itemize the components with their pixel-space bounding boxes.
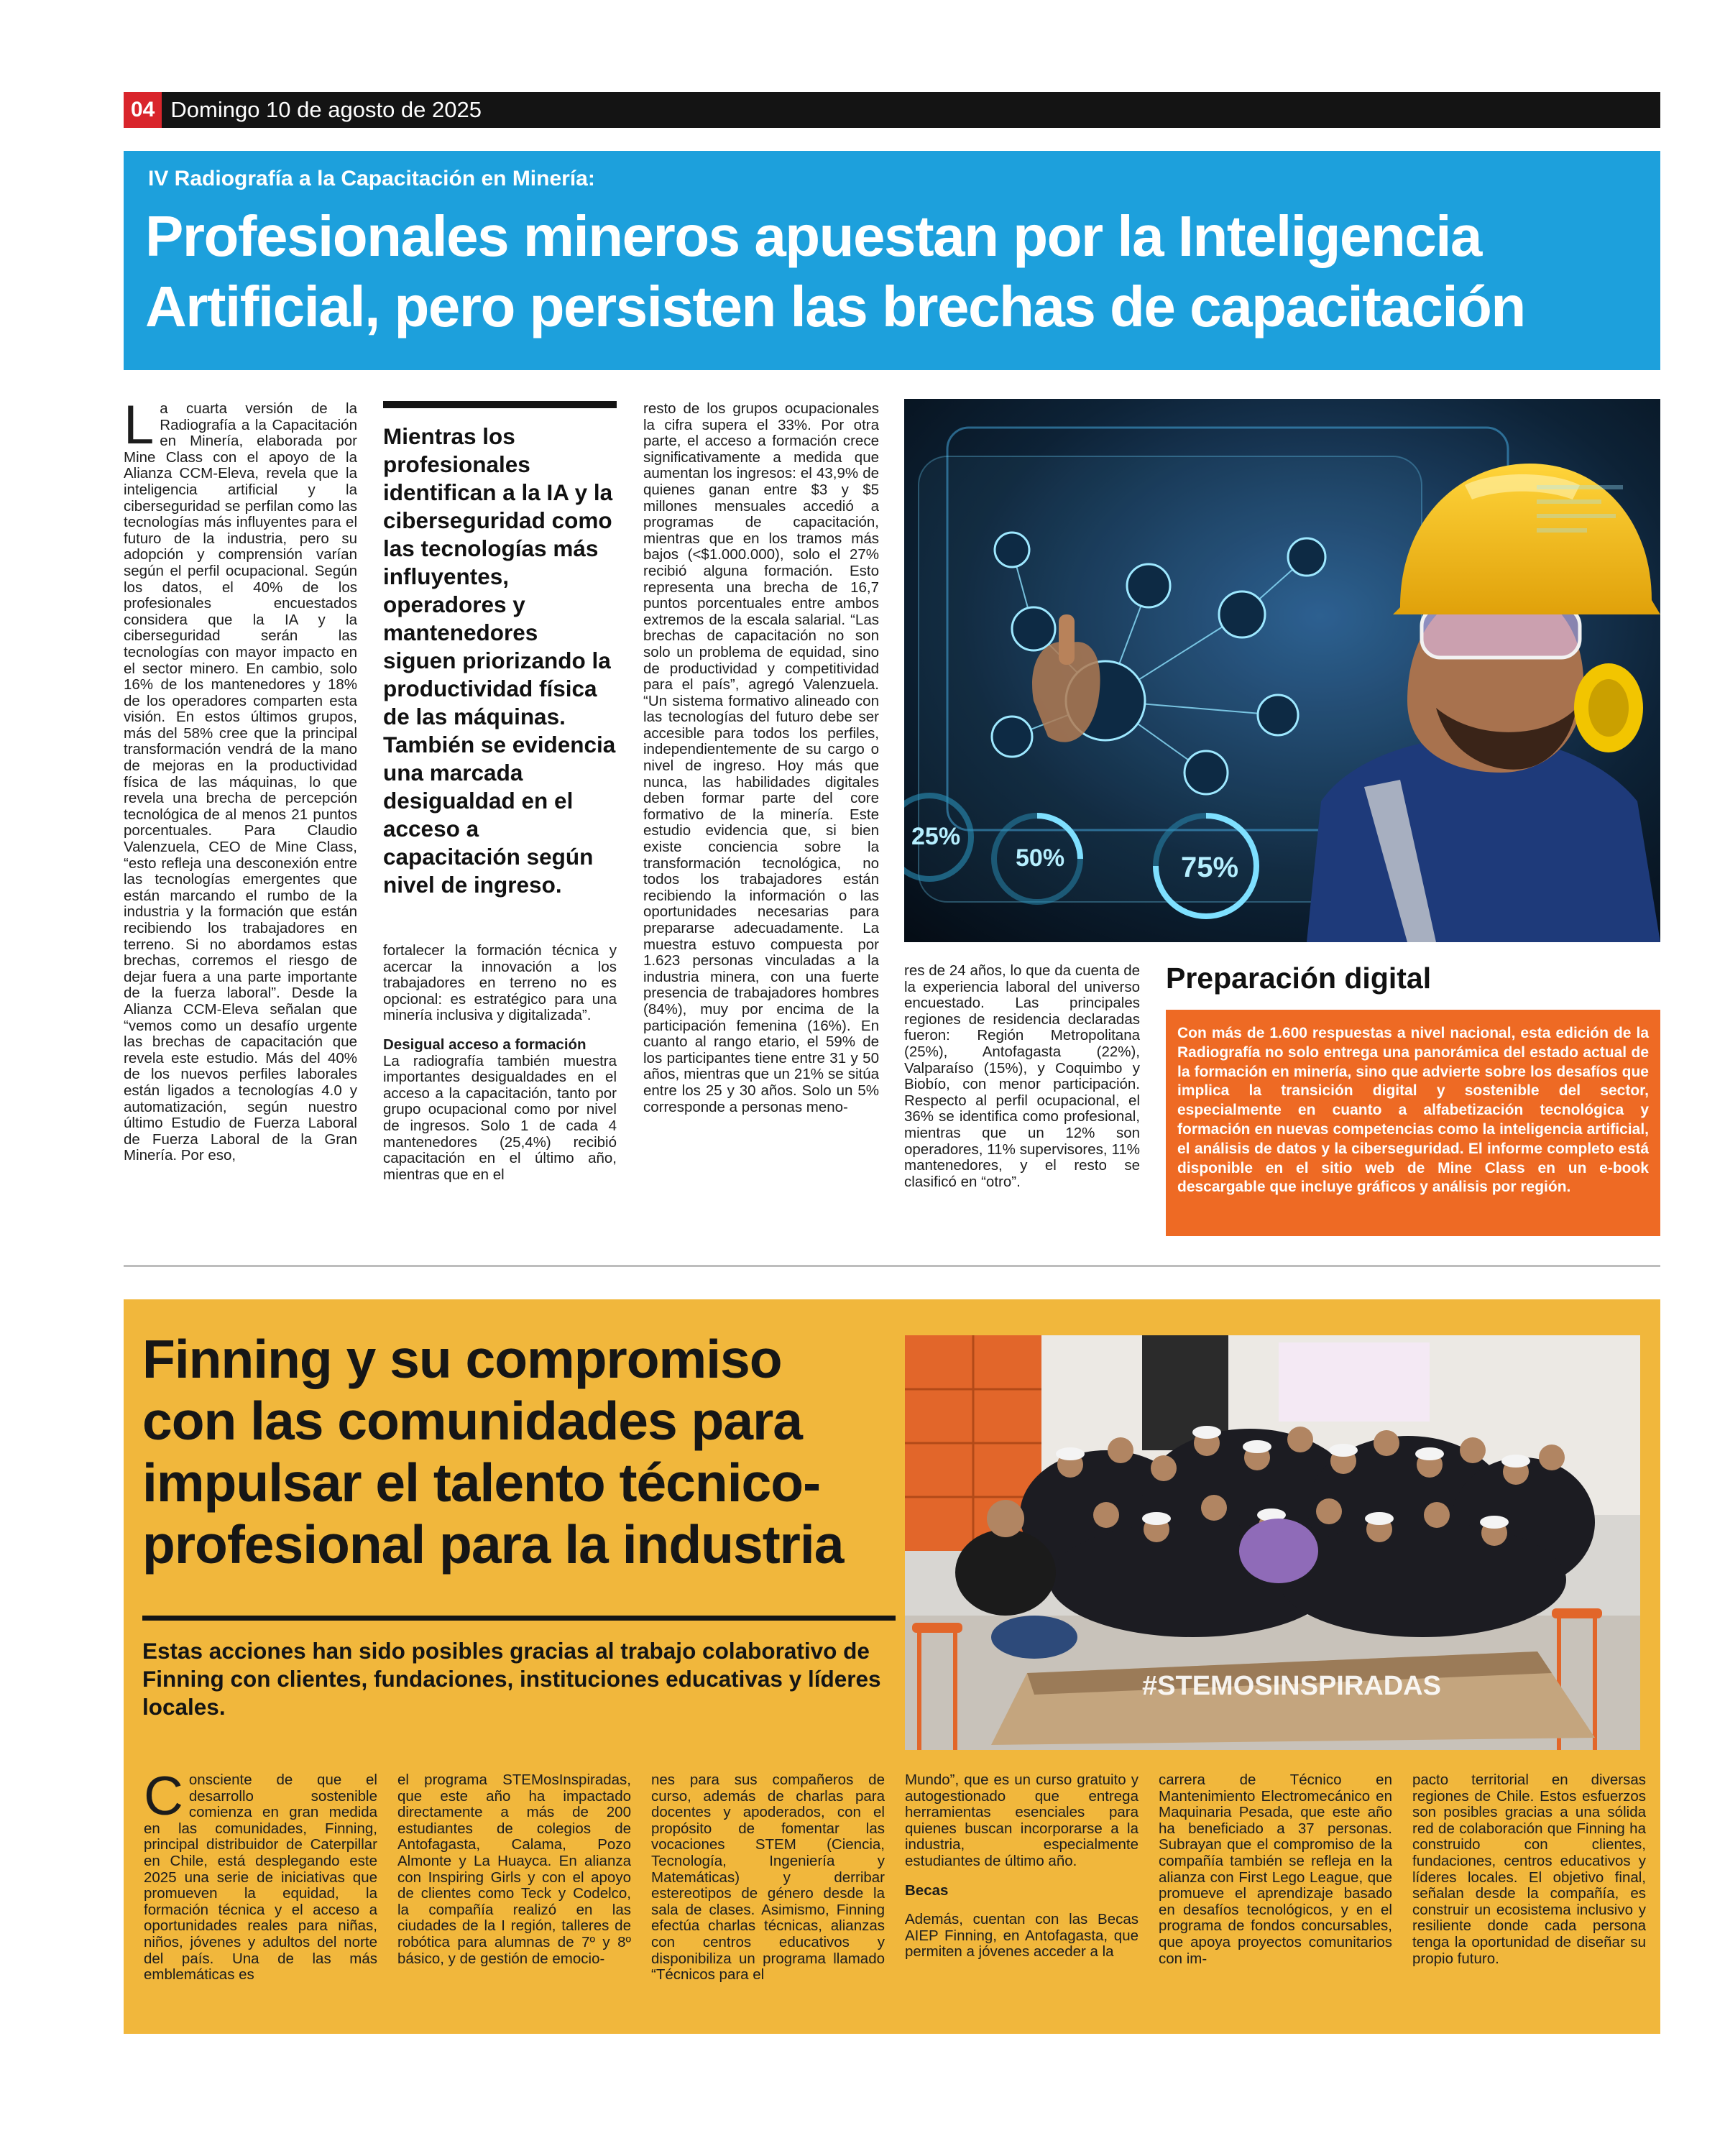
miner-ai-photo [904,399,1660,942]
ring-label: 75% [1181,852,1239,883]
date-bar [124,92,1660,128]
column-text: pacto territorial en diversas regiones de Chile. Estos esfuerzos son posibles gracias a una sólida red de colaboración que Finning ha construido con clientes, fundaciones, centros educativos y líderes locales. El objetivo final, señalan desde la compañía, es construir un ecosistema inclusivo y resiliente donde cada persona tenga la oportunidad de diseñar su propio futuro. [1412,1772,1646,1967]
section-divider [124,1265,1660,1267]
issue-date: Domingo 10 de agosto de 2025 [170,97,482,122]
article-column-4 [905,1772,1138,2024]
article-subtitle: Estas acciones han sido posibles gracias al trabajo colaborativo de Finning con clientes, fundaciones, instituciones educativas y líderes locales. [142,1638,881,1720]
ring-label: 25% [911,823,961,850]
article-column-1 [124,395,357,1238]
column-text: el programa STEMosInspiradas, que este año ha impactado directamente a más de 200 estudiantes de colegios de Antofagasta, Calama, Pozo Almonte y La Huayca. En alianza con Inspiring Girls y con el apoyo de clientes como Teck y Codelco, la compañía realizó en las ciudades de la I región, talleres de robótica para alumnas de 7º y 8º básico, y de gestión de emocio- [397,1772,631,1967]
ring-label: 50% [1016,844,1065,872]
drop-cap: C [144,1766,183,1827]
section-subhead: Desigual acceso a formación [383,1036,586,1053]
section-subhead: Becas [905,1881,949,1899]
article-kicker: IV Radiografía a la Capacitación en Minería: [148,167,595,190]
column-paragraph: fortalecer la formación técnica y acercar la innovación a los trabajadores en terreno no es opcional: es estratégico para una minería inclusiva y digitalizada”. [383,942,617,1024]
sidebar-box [1166,1010,1660,1236]
drop-cap: L [124,395,155,456]
page-number: 04 [124,92,162,128]
sidebar-title: Preparación digital [1166,962,1432,995]
miner-illustration [904,399,1660,942]
article-column-4 [904,963,1140,1240]
students-illustration [905,1335,1640,1750]
photo-banner: #STEMOSINSPIRADAS [1142,1671,1441,1701]
column-text: onsciente de que el desarrollo sostenible comienza en gran medida en las comunidades, Finning, principal distribuidor de Caterpillar en Chile, está desplegando este 2025 una serie de iniciativas que promueven la equidad, la formación técnica y el acceso a oportunidades reales para niñas, niños, jóvenes y adultos del norte del país. Una de las más emblemáticas es [144,1772,377,1984]
article-column-3 [643,401,879,1238]
column-text: resto de los grupos ocupacionales la cifra supera el 33%. Por otra parte, el acceso a formación crece significativamente a medida que aumentan los ingresos: el 43,9% de quienes ganan entre $3 y $5 millones mensuales accedió a programas de capacitación, mientras que en los tramos más bajos (<$1.000.000), solo el 27% recibió alguna formación. Esto representa una brecha de 16,7 puntos porcentuales entre ambos extremos de la escala salarial. “Las brechas de capacitación no son solo un problema de equidad, sino de productividad y competitividad para el país”, agregó Valenzuela. “Un sistema formativo alineado con las tecnologías del futuro debe ser accesible para todos los perfiles, independientemente de su cargo o nivel de ingreso. Hoy más que nunca, las habilidades digitales deben formar parte del core formativo de la minería. Este estudio evidencia que, si bien existe conciencia sobre la transformación tecnológica, no todos los trabajadores están recibiendo la información o las oportunidades necesarias para prepararse adecuadamente. La muestra estuvo compuesta por 1.623 personas vinculadas a la industria minera, con una fuerte presencia de trabajadores hombres (84%), muy por encima de la participación femenina (16%). En cuanto al rango etario, el 59% de los participantes tiene entre 31 y 50 años, mientras que un 21% se sitúa entre los 25 y 30 años. Solo un 5% corresponde a personas meno- [643,400,879,1115]
column-paragraph: Además, cuentan con las Becas AIEP Finning, en Antofagasta, que permiten a jóvenes acceder a la [905,1911,1138,1961]
pull-quote: Mientras los profesionales identifican a la IA y la ciberseguridad como las tecnologías más influyentes, operadores y mantenedores siguen priorizando la productividad física de las máquinas. También se evidencia una marcada desigualdad en el acceso a capacitación según nivel de ingreso. [383,401,617,899]
column-text: nes para sus compañeros de curso, además de charlas para docentes y apoderados, con el propósito de fomentar las vocaciones STEM (Ciencia, Tecnología, Ingeniería y Matemáticas) y derribar estereotipos de género desde la sala de clases. Asimismo, Finning efectúa charlas técnicas, alianzas con centros educativos y disponibiliza un programa llamado “Técnicos para el [651,1772,885,1984]
sidebar-text: Con más de 1.600 respuestas a nivel nacional, esta edición de la Radiografía no solo entrega una panorámica del estado actual de la formación en minería, sino que advierte sobre los desafíos que implica la transición digital y sostenible del sector, especialmente en cuanto a alfabetización tecnológica y formación en nuevas competencias como la inteligencia artificial, el análisis de datos y la ciberseguridad. El informe completo está disponible en el sitio web de Mine Class en un e-book descargable que incluye gráficos y análisis por región. [1177,1025,1649,1196]
article-column-1 [144,1766,377,2024]
column-paragraph: La radiografía también muestra importantes desigualdades en el acceso a la capacitación, tanto por grupo ocupacional como por nivel de ingresos. Solo 1 de cada 4 mantenedores (25,4%) recibió capacitación en el último año, mientras que en el [383,1052,617,1183]
article-column-3 [651,1772,885,2024]
article-column-5 [1159,1772,1392,2024]
article-column-6 [1412,1772,1646,2024]
article-column-2 [383,943,617,1238]
column-text: a cuarta versión de la Radiografía a la Capacitación en Minería, elaborada por Mine Class con el apoyo de la Alianza CCM-Eleva, revela que la inteligencia artificial y la ciberseguridad se perfilan como las tecnologías más influyentes para el futuro de la industria, pero su adopción y comprensión varían según el perfil ocupacional. Según los datos, el 40% de los profesionales encuestados considera que la IA y la ciberseguridad serán las tecnologías con mayor impacto en el sector minero. En cambio, solo 16% de los mantenedores y 18% de los operadores comparten esta visión. En estos últimos grupos, más del 58% cree que la principal transformación vendrá de la mano de mejoras en la productividad física de las máquinas, lo que revela una brecha de percepción tecnológica de al menos 21 puntos porcentuales. Para Claudio Valenzuela, CEO de Mine Class, “esto refleja una desconexión entre las tecnologías emergentes que están marcando el rumbo de la industria y la formación que están recibiendo los trabajadores en terreno. Si no abordamos estas brechas, corremos el riesgo de dejar fuera a una parte importante de la fuerza laboral”. Desde la Alianza CCM-Eleva señalan que “vemos como un desafío urgente las brechas de capacitación que revela este estudio. Más del 40% de los nuevos perfiles laborales están ligados a tecnologías 4.0 y automatización, según nuestro último Estudio de Fuerza Laboral de Fuerza Laboral de la Gran Minería. Por eso, [124,400,357,1164]
article-headline: Profesionales mineros apuestan por la Inteligencia Artificial, pero persisten las brechas de capacitación [145,204,1525,338]
group-photo [905,1335,1640,1750]
headline-rule [142,1616,896,1621]
column-text: res de 24 años, lo que da cuenta de la experiencia laboral del universo encuestado. Las principales regiones de residencia declaradas fueron: Región Metropolitana (25%), Antofagasta (22%), Valparaíso (15%), y Coquimbo y Biobío, con menor participación. Respecto al perfil ocupacional, el 36% se identifica como profesional, mientras que un 12% son operadores, 11% supervisores, 11% mantenedores, y el resto se clasificó en “otro”. [904,962,1140,1190]
finning-article [124,1299,1660,2034]
article-headline: Finning y su compromiso con las comunidades para impulsar el talento técnico-profesional para la industria [142,1329,844,1575]
column-text: carrera de Técnico en Mantenimiento Electromecánico en Maquinaria Pesada, que este año ha beneficiado a 37 personas. Subrayan que el compromiso de la compañía también se refleja en la alianza con First Lego League, que promueve el aprendizaje basado en desafíos tecnológicos, y en el programa de fondos concursables, que apoya proyectos comunitarios con im- [1159,1772,1392,1967]
article-header [124,151,1660,370]
column-paragraph: Mundo”, que es un curso gratuito y autogestionado que entrega herramientas esenciales para quienes buscan incorporarse a la industria, especialmente estudiantes de último año. [905,1772,1138,1869]
article-column-2 [397,1772,631,2024]
